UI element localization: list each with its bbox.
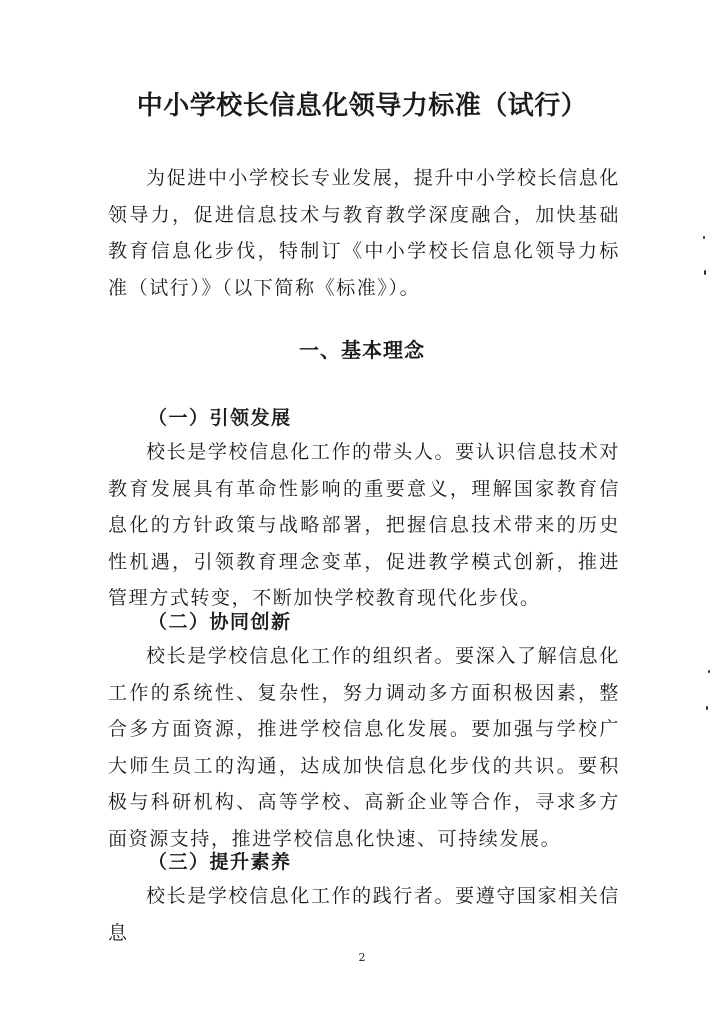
- subsection-paragraph-lead-development: 校长是学校信息化工作的带头人。要认识信息技术对教育发展具有革命性影响的重要意义，理解国家教育信息化的方针政策与战略部署，把握信息技术带来的历史性机遇，引领教育理念变革，促进教学模式创新，推进管理方式转变，不断加快学校教育现代化步伐。: [108, 441, 620, 609]
- subsection-paragraph-improve-literacy: 校长是学校信息化工作的践行者。要遵守国家相关信息: [108, 885, 620, 944]
- subsection-paragraph-collaborative-innovation: 校长是学校信息化工作的组织者。要深入了解信息化工作的系统性、复杂性，努力调动多方面积极因素，整合多方面资源，推进学校信息化发展。要加强与学校广大师生员工的沟通，达成加快信息化步伐的共识。要积极与科研机构、高等学校、高新企业等合作，寻求多方面资源支持，推进学校信息化快速、可持续发展。: [108, 645, 620, 850]
- document-title: 中小学校长信息化领导力标准（试行）: [136, 91, 588, 121]
- scan-speck: [706, 706, 708, 710]
- section-heading-basic-concepts: 一、基本理念: [299, 338, 425, 362]
- scan-speck: [703, 236, 705, 239]
- subsection-heading-improve-literacy: （三）提升素养: [148, 851, 292, 873]
- intro-paragraph: 为促进中小学校长专业发展，提升中小学校长信息化领导力，促进信息技术与教育教学深度融合，加快基础教育信息化步伐，特制订《中小学校长信息化领导力标准（试行）》（以下简称《标准》）。: [108, 167, 620, 299]
- scan-speck: [704, 270, 706, 275]
- subsection-heading-collaborative-innovation: （二）协同创新: [148, 611, 292, 633]
- page-number: 2: [358, 951, 366, 964]
- scan-speck: [708, 670, 710, 673]
- subsection-heading-lead-development: （一）引领发展: [148, 407, 292, 429]
